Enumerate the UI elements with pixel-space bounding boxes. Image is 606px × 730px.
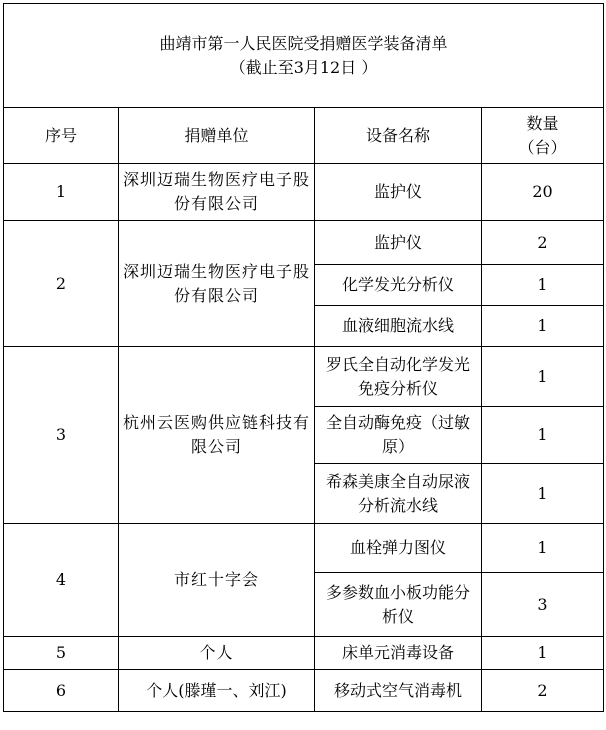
row-index: 6 [4,670,119,712]
row-quantity: 1 [482,524,604,573]
row-index: 2 [4,221,119,347]
header-quantity-line2: （台） [518,137,567,157]
row-equipment: 移动式空气消毒机 [315,670,482,712]
donation-table [3,3,604,712]
row-equipment: 多参数血小板功能分析仪 [315,573,482,637]
row-donor: 个人 [119,637,315,670]
row-equipment: 监护仪 [315,221,482,265]
document-title [4,4,604,108]
title-line-1: 曲靖市第一人民医院受捐赠医学装备清单 [159,33,448,53]
row-index: 4 [4,524,119,637]
header-row [4,108,604,164]
row-quantity: 3 [482,573,604,637]
header-quantity [482,108,604,164]
row-equipment: 罗氏全自动化学发光免疫分析仪 [315,347,482,407]
table-row [4,637,604,670]
row-equipment: 血液细胞流水线 [315,306,482,347]
header-equipment: 设备名称 [315,108,482,164]
row-quantity: 1 [482,306,604,347]
row-quantity: 2 [482,670,604,712]
row-equipment: 全自动酶免疫（过敏原） [315,407,482,464]
table-row [4,670,604,712]
row-quantity: 2 [482,221,604,265]
row-quantity: 1 [482,464,604,524]
row-donor: 个人(滕瑾一、刘江) [119,670,315,712]
header-quantity-line1: 数量 [526,113,559,133]
header-donor: 捐赠单位 [119,108,315,164]
row-donor: 杭州云医购供应链科技有限公司 [119,347,315,524]
title-line-2: （截止至3月12日 ） [229,57,378,77]
table-row [4,347,604,407]
table-row [4,164,604,221]
row-donor: 深圳迈瑞生物医疗电子股份有限公司 [119,221,315,347]
row-equipment: 监护仪 [315,164,482,221]
row-equipment: 床单元消毒设备 [315,637,482,670]
row-index: 1 [4,164,119,221]
row-equipment: 希森美康全自动尿液分析流水线 [315,464,482,524]
row-donor: 市红十字会 [119,524,315,637]
row-equipment: 化学发光分析仪 [315,265,482,306]
row-quantity: 1 [482,637,604,670]
row-index: 3 [4,347,119,524]
row-quantity: 1 [482,265,604,306]
table-row [4,524,604,573]
row-equipment: 血栓弹力图仪 [315,524,482,573]
donation-list-document [3,3,603,727]
row-quantity: 1 [482,407,604,464]
row-quantity: 1 [482,347,604,407]
row-donor: 深圳迈瑞生物医疗电子股份有限公司 [119,164,315,221]
row-index: 5 [4,637,119,670]
table-row [4,221,604,265]
row-quantity: 20 [482,164,604,221]
header-index: 序号 [4,108,119,164]
